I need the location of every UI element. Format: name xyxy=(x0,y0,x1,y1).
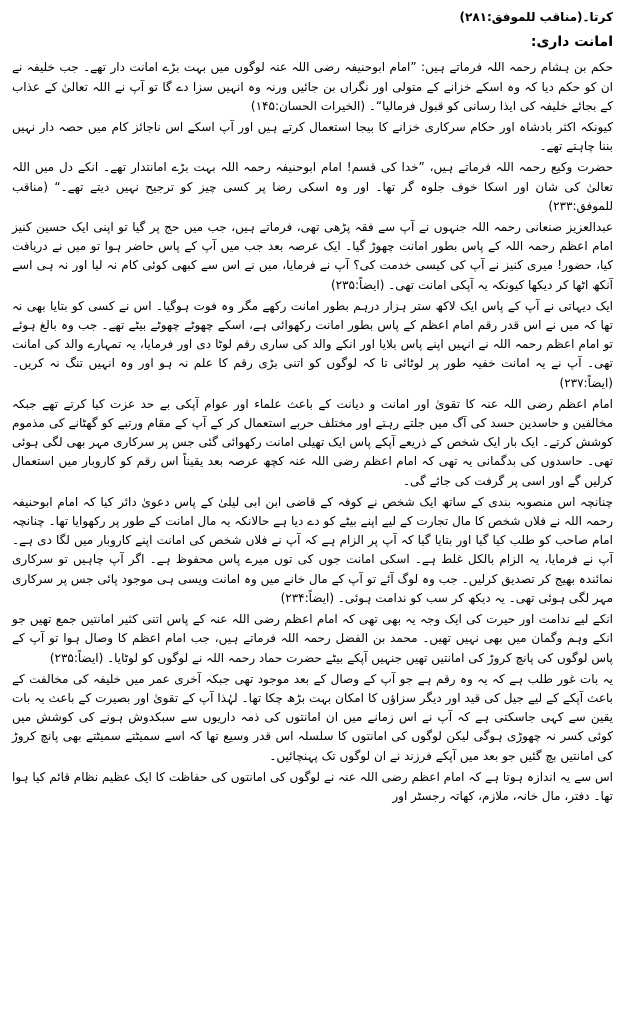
paragraph: یہ بات غور طلب ہے کہ یہ وہ رقم ہے جو آپ کے وصال کے بعد موجود تھی جبکہ آخری عمر میں خلیفہ کی مخالفت کے باعث آپکے کے لیے جیل کی قید اور دیگر سزاؤں کا امکان بہت بڑھ چکا تھا۔ لہٰذا آپ کے تقویٰ اور بصیرت کے باعث یہ بات یقین سے کہی جاسکتی ہے کہ آپ نے اس زمانے میں ان امانتوں کی ذمہ داریوں سے سبکدوش ہونے کی کوشش میں کوئی کسر نہ چھوڑی ہوگی لیکن لوگوں کی امانتوں کا سلسلہ اس قدر وسیع تھا کہ اسے سمیٹتے سمیٹتے بھی پانچ کروڑ کی امانتیں بچ گئیں جو بعد میں آپکے فرزند نے ان لوگوں تک پہنچائیں۔ xyxy=(12,671,614,763)
section-heading: امانت داری: xyxy=(530,34,613,51)
paragraph: انکے لیے ندامت اور حیرت کی ایک وجہ یہ بھی تھی کہ امام اعظم رضی اللہ عنہ کے پاس اتنی کثیر امانتیں جمع تھیں جو انکے وہم وگمان میں بھی نہیں تھیں۔ محمد بن الفضل رحمہ اللہ فرماتے ہیں، جب امام اعظم کا وصال ہوا تو آپ کے پاس لوگوں کی پانچ کروڑ کی امانتیں تھیں جنہیں آپکے بیٹے حضرت حماد رحمہ اللہ نے لوگوں کو لوٹایا۔ (ایضاً:۲۳۵) xyxy=(12,612,613,665)
paragraph: حکم بن ہشام رحمہ اللہ فرماتے ہیں: ”امام ابوحنیفہ رضی اللہ عنہ لوگوں میں بہت بڑے امانت دار تھے۔ جب خلیفہ نے ان کو حکم دیا کہ وہ اسکے خزانے کے متولی اور نگراں بن جائیں ورنہ وہ انہیں سزا دے گا تو آپ نے اللہ تعالیٰ کے عذاب کے بجائے خلیفہ کی ایذا رسانی کو قبول فرمالیا“۔ (الخیرات الحسان:۱۴۵) xyxy=(12,60,613,113)
paragraph: امام اعظم رضی اللہ عنہ کا تقویٰ اور امانت و دیانت کے باعث علماء اور عوام آپکی بے حد عزت کیا کرتے تھے جبکہ مخالفین و حاسدین حسد کی آگ میں جلتے رہتے اور مختلف حربے استعمال کر کے آپ کے مقام ورتبے کو گھٹانے کی مذموم کوشش کرتے۔ ایک بار ایک شخص کے ذریعے آپکے پاس ایک تھیلی امانت رکھوائی گئی جس پر سرکاری مہر بھی لگی ہوئی تھی۔ حاسدوں کی بدگمانی یہ تھی کہ امام اعظم رضی اللہ عنہ کچھ عرصہ بعد یقیناً اس رقم کو کاروبار میں استعمال کرلیں گے اور اسی پر گرفت کی جائے گی۔ xyxy=(12,396,613,488)
paragraph: حضرت وکیع رحمہ اللہ فرماتے ہیں، ”خدا کی قسم! امام ابوحنیفہ رحمہ اللہ بہت بڑے امانتدار تھے۔ انکے دل میں اللہ تعالیٰ کی شان اور اسکا خوف جلوہ گر تھا۔ اور وہ اسکی رضا پر کسی چیز کو ترجیح نہیں دیتے تھے۔“ (مناقب للموفق:۲۳۳) xyxy=(12,160,613,213)
paragraph: کیونکہ اکثر بادشاہ اور حکام سرکاری خزانے کا بیجا استعمال کرتے ہیں اور آپ اسکے اس ناجائز کام میں حصہ دار نہیں بننا چاہتے تھے۔ xyxy=(12,120,613,154)
paragraph: ایک دیہاتی نے آپ کے پاس ایک لاکھ ستر ہزار درہم بطور امانت رکھے مگر وہ فوت ہوگیا۔ اس نے کسی کو بتایا بھی نہ تھا کہ میں نے اس قدر رقم امام اعظم کے پاس بطور امانت رکھوائی ہے، اسکے چھوٹے چھوٹے بیٹے تھے۔ جب وہ بالغ ہوئے تو امام اعظم رحمہ اللہ نے انہیں اپنے پاس بلایا اور انکے والد کی ساری رقم لوٹا دی اور فرمایا، یہ تمہارے والد کی امانت تھی۔ آپ نے یہ امانت خفیہ طور پر لوٹائی تا کہ لوگوں کو اتنی بڑی رقم کا علم نہ ہو اور وہ انہیں تنگ نہ کریں۔ (ایضاً:۲۳۷) xyxy=(12,298,613,390)
paragraph: چنانچہ اس منصوبہ بندی کے ساتھ ایک شخص نے کوفہ کے قاضی ابن ابی لیلیٰ کے پاس دعویٰ دائر کیا کہ امام ابوحنیفہ رحمہ اللہ نے فلاں شخص کا مال تجارت کے لیے اپنے بیٹے کو دے دیا ہے حالانکہ یہ مال امانت کے طور پر رکھوایا تھا۔ چنانچہ امام صاحب کو طلب کیا گیا اور بتایا گیا کہ آپ پر الزام ہے کہ آپ نے فلاں شخص کی امانت اپنے کاروبار میں لگا دی ہے۔ آپ نے فرمایا، یہ الزام بالکل غلط ہے۔ اسکی امانت جوں کی توں میرے پاس محفوظ ہے۔ اگر آپ چاہیں تو سرکاری نمائندہ بھیج کر تصدیق کرلیں۔ جب وہ لوگ آئے تو آپ کے مال خانے میں وہ امانت ویسی ہی موجود پائی جس پر سرکاری مہر لگی ہوئی تھی۔ یہ دیکھ کر سب کو ندامت ہوئی۔ (ایضاً:۲۳۴) xyxy=(12,494,613,605)
page-top-citation: کرتا۔(مناقب للموفق:۲۸۱) xyxy=(459,10,613,24)
paragraph: اس سے یہ اندازہ ہوتا ہے کہ امام اعظم رضی اللہ عنہ نے لوگوں کی امانتوں کی حفاظت کا ایک عظیم نظام قائم کیا ہوا تھا۔ دفتر، مال خانہ، ملازم، کھاتہ رجسٹر اور xyxy=(12,769,613,803)
paragraph: عبدالعزیز صنعانی رحمہ اللہ جنہوں نے آپ سے فقہ پڑھی تھی، فرماتے ہیں، جب میں حج پر گیا تو اپنی ایک حسین کنیز امام اعظم رحمہ اللہ کے پاس بطور امانت چھوڑ گیا۔ ایک عرصہ بعد جب میں آپ کے پاس حاضر ہوا تو میں نے دریافت کیا، حضور! میری کنیز نے آپ کی کیسی خدمت کی؟ آپ نے فرمایا، میں نے اس سے کبھی کوئی کام نہ لیا اور نہ ہی اسے آنکھ اٹھا کر دیکھا کیونکہ یہ آپکی امانت تھی۔ (ایضاً:۲۳۵) xyxy=(12,220,613,292)
